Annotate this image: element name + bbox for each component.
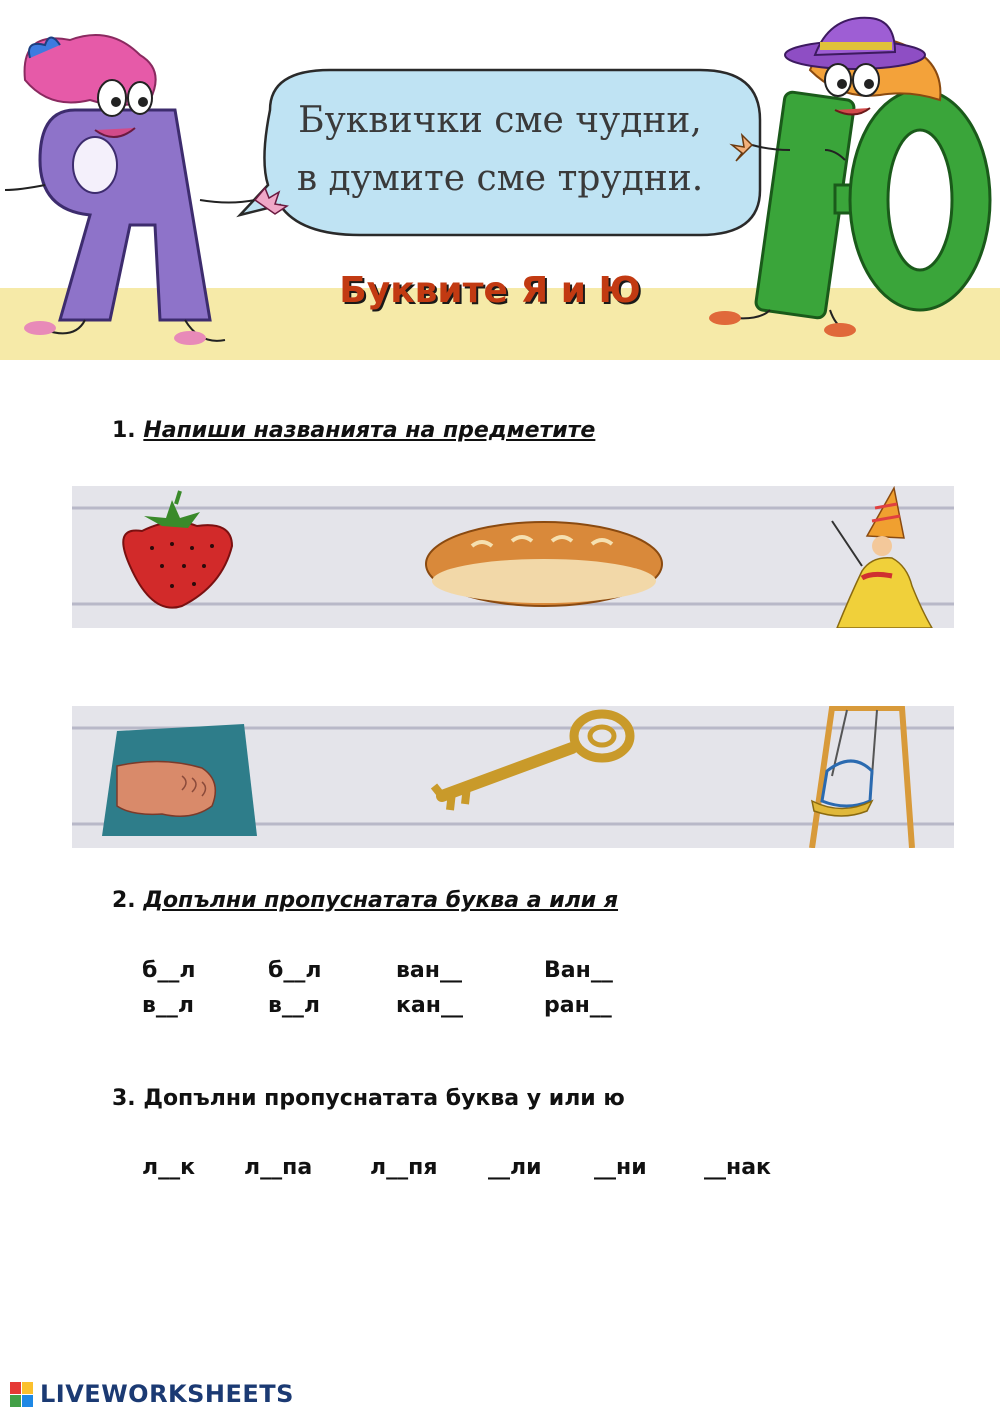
footer-brand-text: LIVEWORKSHEETS (40, 1380, 294, 1408)
fill-word[interactable]: б__л (142, 958, 196, 983)
fill-word[interactable]: __ли (488, 1155, 542, 1180)
task-1-title (112, 418, 595, 443)
task-text: Допълни пропуснатата буква а или я (143, 888, 619, 913)
fill-word[interactable]: кан__ (396, 993, 463, 1018)
fill-word[interactable]: л__к (142, 1155, 196, 1180)
task-text: Напиши названията на предметите (143, 418, 596, 443)
task-number: 3. (112, 1086, 136, 1111)
fill-word[interactable]: __ни (594, 1155, 647, 1180)
picture-strip-1 (72, 486, 954, 628)
fill-word[interactable]: б__л (268, 958, 322, 983)
task-text: Допълни пропуснатата буква у или ю (143, 1086, 625, 1111)
fill-word[interactable]: Ван__ (544, 958, 613, 983)
task-3-title (112, 1086, 625, 1111)
fill-word[interactable]: в__л (268, 993, 321, 1018)
header-banner (0, 0, 1000, 360)
fill-word[interactable]: ран__ (544, 993, 612, 1018)
bubble-line-2: в думите сме трудни. (296, 158, 704, 199)
fill-word[interactable]: л__пя (370, 1155, 438, 1180)
banner-title: Буквите Я и Ю (339, 270, 641, 311)
fill-word[interactable]: л__па (244, 1155, 313, 1180)
fill-word[interactable]: в__л (142, 993, 195, 1018)
task-number: 1. (112, 418, 136, 443)
fill-word[interactable]: ван__ (396, 958, 462, 983)
task-2-title (112, 888, 618, 913)
fist-icon (102, 724, 257, 836)
liveworksheets-logo-icon (10, 1382, 34, 1408)
task-number: 2. (112, 888, 136, 913)
bread-loaf-icon (426, 522, 662, 606)
speech-bubble (240, 70, 760, 235)
bubble-line-1: Буквички сме чудни, (298, 100, 702, 141)
picture-strip-2 (72, 706, 954, 848)
fill-word[interactable]: __нак (704, 1155, 771, 1180)
